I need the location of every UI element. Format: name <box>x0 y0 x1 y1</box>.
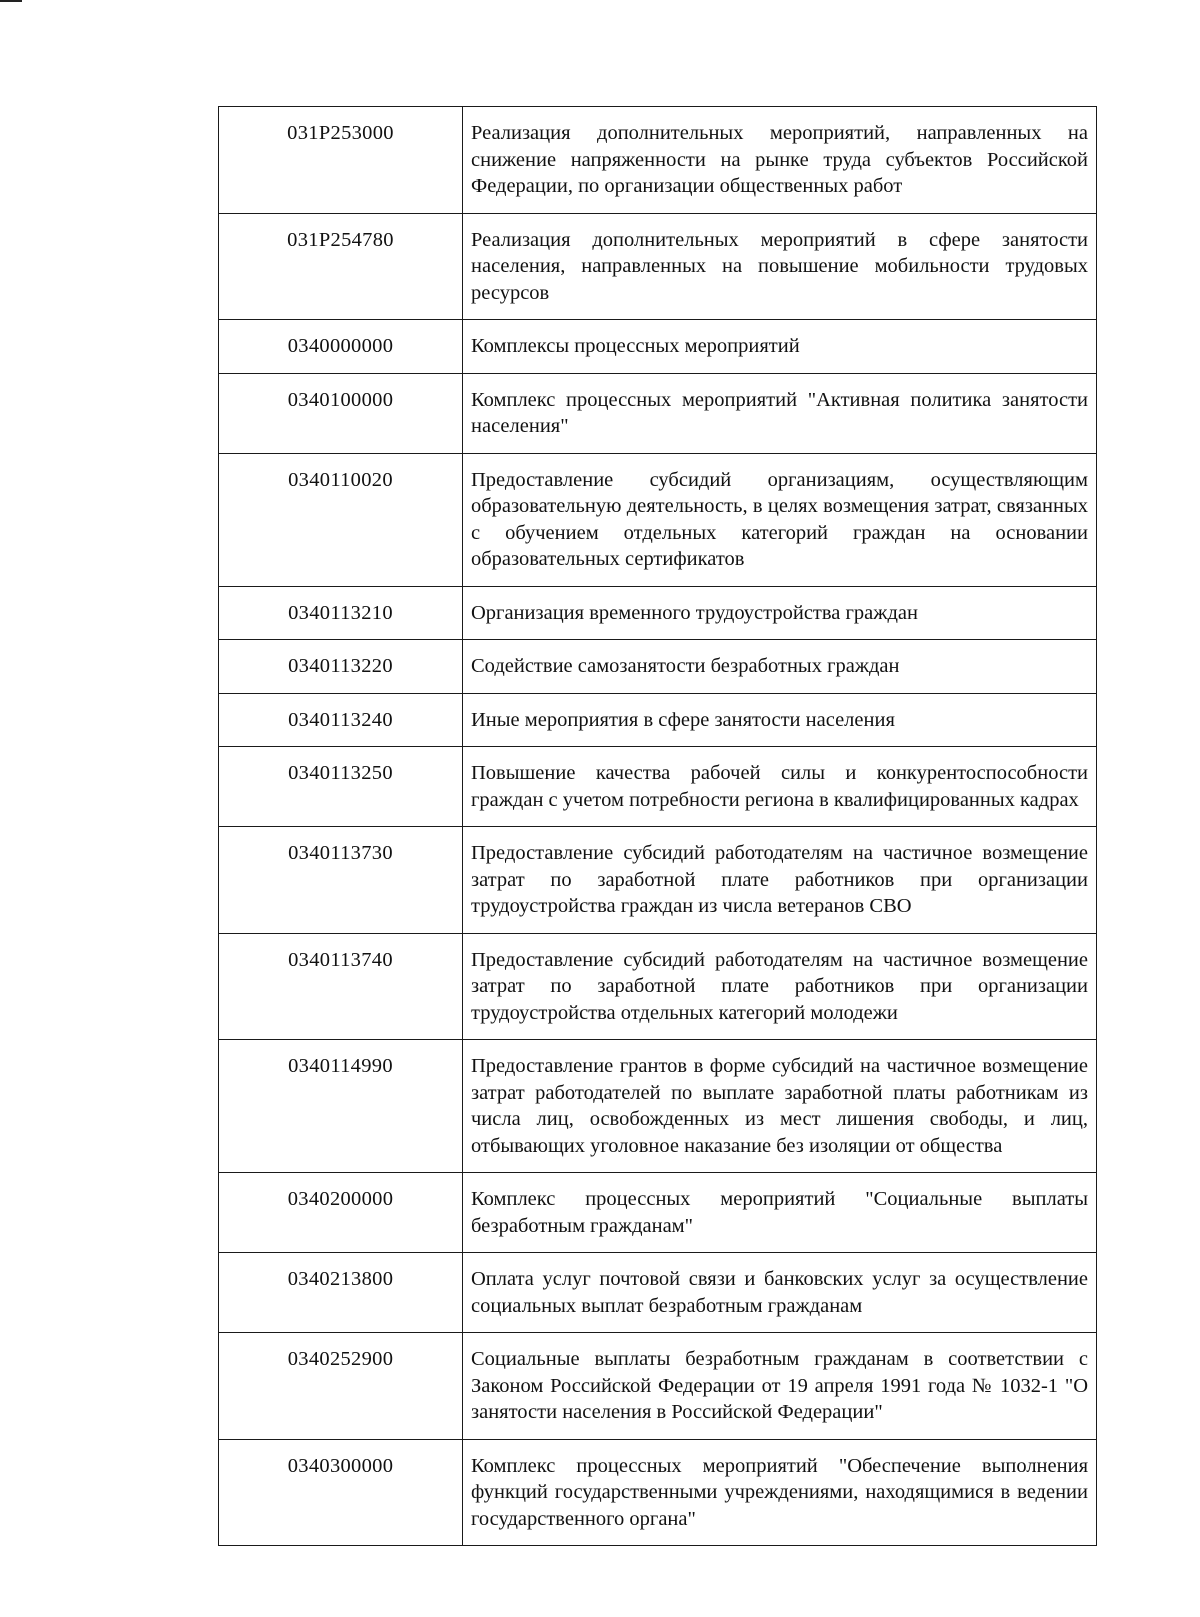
code-cell: 0340100000 <box>219 373 463 453</box>
table-row <box>219 107 1097 214</box>
code-cell: 0340000000 <box>219 320 463 374</box>
code-cell: 031P254780 <box>219 213 463 320</box>
table-row <box>219 1253 1097 1333</box>
description-cell: Комплекс процессных мероприятий "Социальные выплаты безработным гражданам" <box>463 1173 1097 1253</box>
description-cell: Предоставление грантов в форме субсидий на частичное возмещение затрат работодателей по выплате заработной платы работникам из числа лиц, освобожденных из мест лишения свободы, и лиц, отбывающих уголовное наказание без изоляции от общества <box>463 1040 1097 1173</box>
description-cell: Содействие самозанятости безработных граждан <box>463 640 1097 694</box>
table-row <box>219 693 1097 747</box>
table-row <box>219 213 1097 320</box>
code-cell: 031P253000 <box>219 107 463 214</box>
description-cell: Предоставление субсидий работодателям на частичное возмещение затрат по заработной плате работников при организации трудоустройства отдельных категорий молодежи <box>463 933 1097 1040</box>
code-cell: 0340110020 <box>219 453 463 586</box>
table-row <box>219 586 1097 640</box>
code-cell: 0340113240 <box>219 693 463 747</box>
description-cell: Повышение качества рабочей силы и конкурентоспособности граждан с учетом потребности региона в квалифицированных кадрах <box>463 747 1097 827</box>
description-cell: Реализация дополнительных мероприятий в сфере занятости населения, направленных на повышение мобильности трудовых ресурсов <box>463 213 1097 320</box>
description-cell: Иные мероприятия в сфере занятости населения <box>463 693 1097 747</box>
code-cell: 0340113220 <box>219 640 463 694</box>
code-cell: 0340200000 <box>219 1173 463 1253</box>
code-cell: 0340113250 <box>219 747 463 827</box>
table-row <box>219 373 1097 453</box>
description-cell: Реализация дополнительных мероприятий, направленных на снижение напряженности на рынке труда субъектов Российской Федерации, по организации общественных работ <box>463 107 1097 214</box>
table-row <box>219 933 1097 1040</box>
description-cell: Оплата услуг почтовой связи и банковских услуг за осуществление социальных выплат безработным гражданам <box>463 1253 1097 1333</box>
table-row <box>219 1040 1097 1173</box>
description-cell: Социальные выплаты безработным гражданам в соответствии с Законом Российской Федерации от 19 апреля 1991 года № 1032-1 "О занятости населения в Российской Федерации" <box>463 1333 1097 1440</box>
scan-mark <box>0 0 22 2</box>
table-row <box>219 453 1097 586</box>
table-row <box>219 1333 1097 1440</box>
table-row <box>219 640 1097 694</box>
description-cell: Предоставление субсидий организациям, осуществляющим образовательную деятельность, в целях возмещения затрат, связанных с обучением отдельных категорий граждан на основании образовательных сертификатов <box>463 453 1097 586</box>
table-row <box>219 1173 1097 1253</box>
table-row <box>219 747 1097 827</box>
code-cell: 0340113740 <box>219 933 463 1040</box>
budget-codes-table <box>218 106 1097 1546</box>
code-cell: 0340113730 <box>219 827 463 934</box>
table-row <box>219 1439 1097 1546</box>
table-row <box>219 320 1097 374</box>
description-cell: Комплексы процессных мероприятий <box>463 320 1097 374</box>
table-row <box>219 827 1097 934</box>
description-cell: Организация временного трудоустройства граждан <box>463 586 1097 640</box>
table-body <box>219 107 1097 1546</box>
code-cell: 0340114990 <box>219 1040 463 1173</box>
code-cell: 0340252900 <box>219 1333 463 1440</box>
description-cell: Предоставление субсидий работодателям на частичное возмещение затрат по заработной плате работников при организации трудоустройства граждан из числа ветеранов СВО <box>463 827 1097 934</box>
code-cell: 0340300000 <box>219 1439 463 1546</box>
description-cell: Комплекс процессных мероприятий "Обеспечение выполнения функций государственными учреждениями, находящимися в ведении государственного органа" <box>463 1439 1097 1546</box>
code-cell: 0340213800 <box>219 1253 463 1333</box>
description-cell: Комплекс процессных мероприятий "Активная политика занятости населения" <box>463 373 1097 453</box>
code-cell: 0340113210 <box>219 586 463 640</box>
